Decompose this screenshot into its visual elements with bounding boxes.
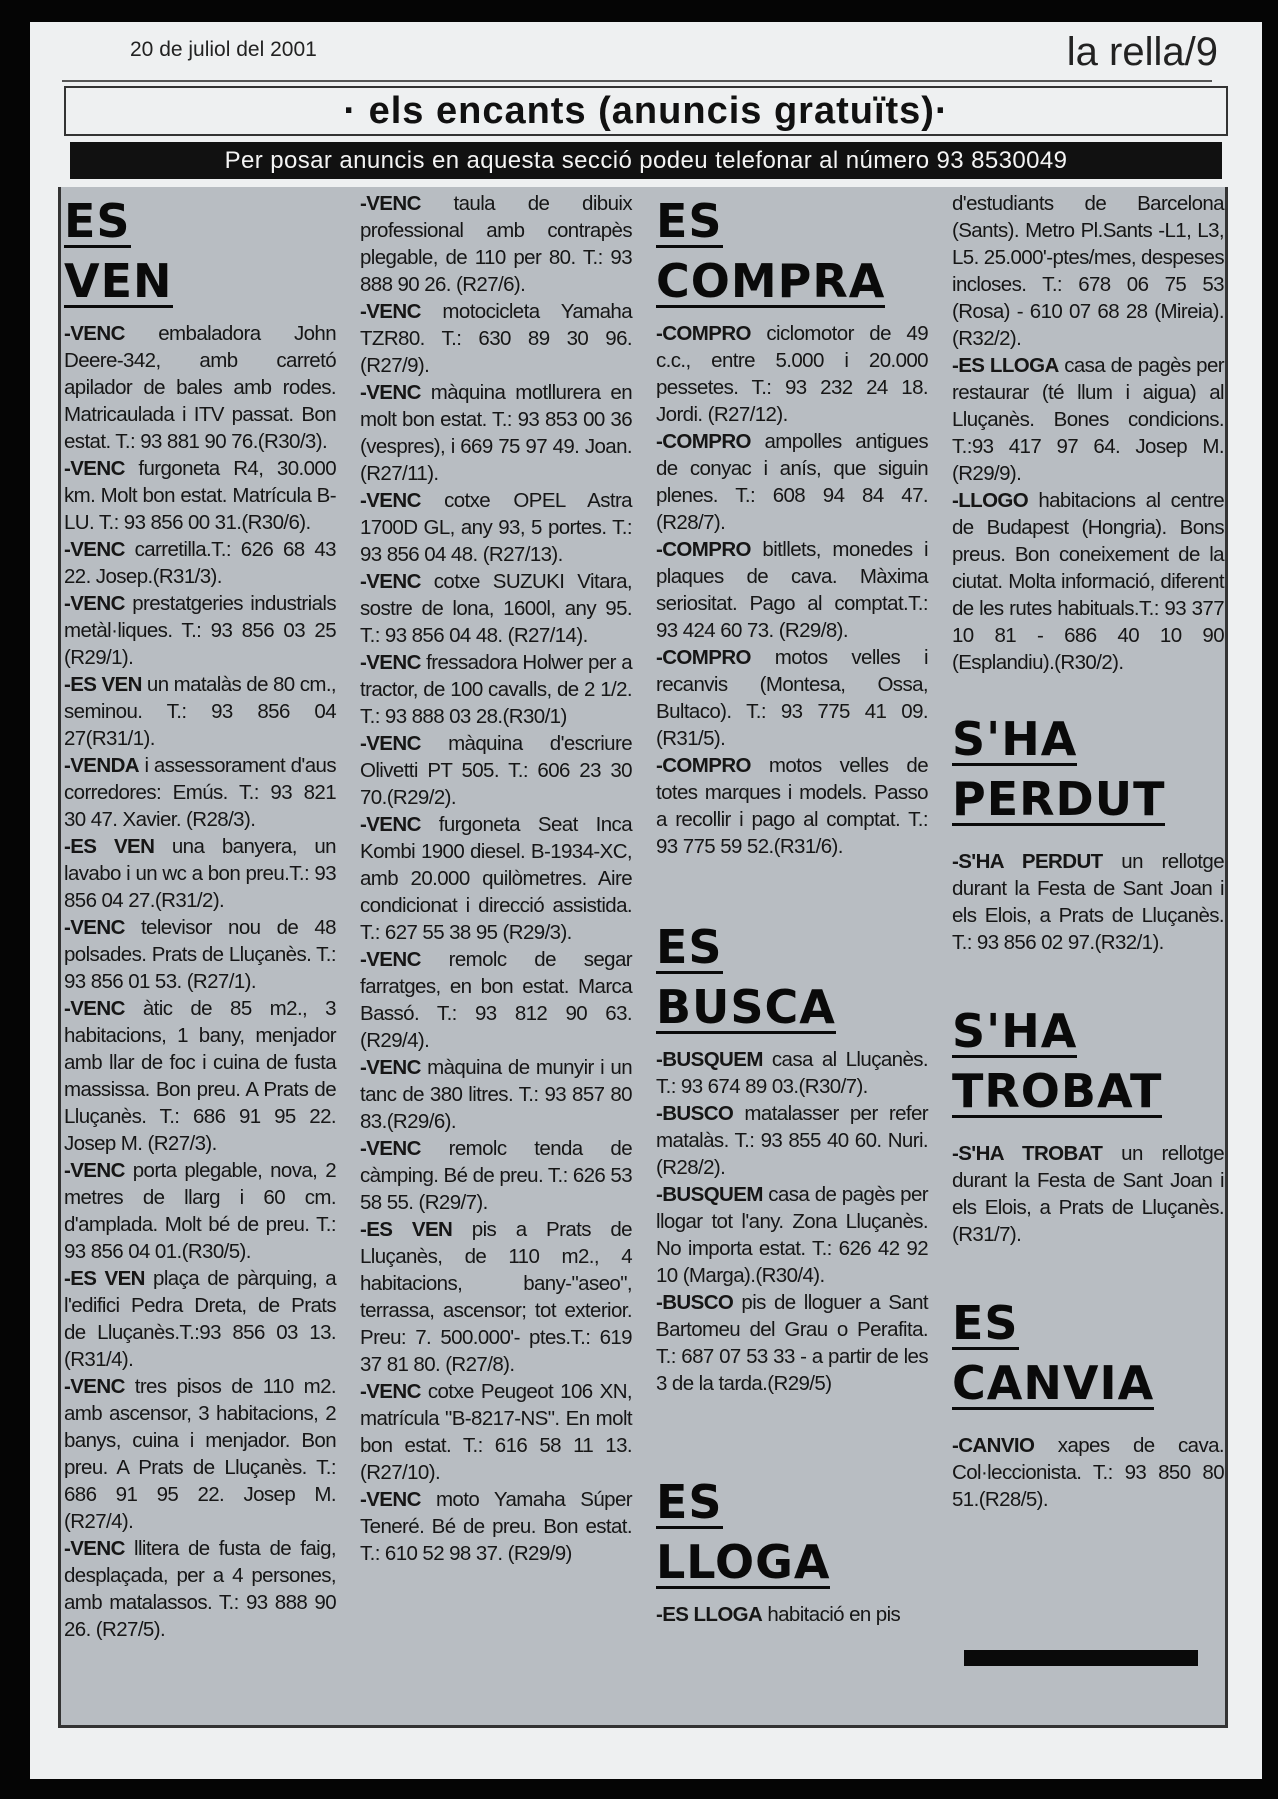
- spacer: [952, 838, 1224, 848]
- ad-text: motocicleta Yamaha TZR80. T.: 630 89 30 96. (R27/9).: [360, 300, 632, 377]
- classified-ad: [360, 298, 632, 379]
- column-3: [656, 190, 928, 1628]
- header-rule: [62, 80, 1212, 82]
- ad-keyword: -VENC: [360, 1488, 421, 1511]
- ad-keyword: -VENC: [360, 651, 421, 674]
- heading-line: ES: [64, 194, 131, 248]
- ad-text: àtic de 85 m2., 3 habitacions, 1 bany, menjador amb llar de foc i cuina de fusta massissa. Bon preu. A Prats de Lluçanès. T.: 686 91 95 22. Josep M. (R27/3).: [64, 997, 336, 1155]
- classified-ad: [64, 995, 336, 1157]
- classified-ad: [360, 1486, 632, 1567]
- classified-ad: [656, 1100, 928, 1181]
- classified-ad: [64, 536, 336, 590]
- ads-sha-trobat: [952, 1140, 1224, 1248]
- ad-keyword: -COMPRO: [656, 754, 751, 777]
- ad-keyword: -VENC: [360, 381, 421, 404]
- ad-keyword: -VENC: [64, 592, 125, 615]
- ad-text: pis a Prats de Lluçanès, de 110 m2., 4 habitacions, bany-"aseo", terrassa, ascensor; tot exterior. Preu: 7. 500.000'- ptes.T.: 619 37 81 80. (R27/8).: [360, 1218, 632, 1376]
- ad-text: màquina motllurera en molt bon estat. T.: 93 853 00 36 (vespres), i 669 75 97 49. Joan. (R27/11).: [360, 381, 632, 485]
- ad-keyword: -VENC: [64, 322, 125, 345]
- ad-keyword: -COMPRO: [656, 538, 751, 561]
- ads-es-busca: [656, 1046, 928, 1397]
- section-title: · els encants (anuncis gratuïts)·: [64, 86, 1228, 136]
- ad-keyword: -VENC: [64, 538, 125, 561]
- classified-ad: [360, 190, 632, 298]
- ad-keyword: -VENC: [360, 1380, 421, 1403]
- classified-ad: [360, 1216, 632, 1378]
- ad-text: motos velles de totes marques i models. Passo a recollir i pago al comptat. T.: 93 775 59 52.(R31/6).: [656, 754, 928, 858]
- heading-es-canvia: [952, 1296, 1224, 1416]
- ad-keyword: -ES LLOGA: [656, 1603, 763, 1626]
- ad-keyword: -ES VEN: [64, 673, 142, 696]
- ads-es-ven-1: [64, 320, 336, 1643]
- spacer: [952, 1130, 1224, 1140]
- ad-keyword: -VENC: [64, 457, 125, 480]
- classified-ad: [64, 590, 336, 671]
- ad-keyword: -VENC: [360, 300, 421, 323]
- heading-es-lloga: [656, 1475, 928, 1595]
- heading-line: ES: [656, 194, 723, 248]
- ad-text: ciclomotor de 49 c.c., entre 5.000 i 20.000 pessetes. T.: 93 232 24 18. Jordi. (R27/12).: [656, 322, 928, 426]
- ad-keyword: -VENC: [360, 192, 421, 215]
- ad-keyword: -S'HA TROBAT: [952, 1142, 1103, 1165]
- ad-keyword: -ES VEN: [64, 835, 155, 858]
- ads-es-lloga: [656, 1601, 928, 1628]
- ads-es-ven-2: [360, 190, 632, 1567]
- classified-ad: [360, 811, 632, 946]
- ad-text: prestatgeries industrials metàl·liques. T.: 93 856 03 25 (R29/1).: [64, 592, 336, 669]
- ad-text: una banyera, un lavabo i un wc a bon preu.T.: 93 856 04 27.(R31/2).: [64, 835, 336, 912]
- ad-keyword: -VENC: [64, 1537, 125, 1560]
- classified-ad: [656, 1601, 928, 1628]
- heading-line: S'HA: [952, 1004, 1078, 1058]
- classified-ad: [360, 487, 632, 568]
- ad-text: i assessorament d'aus corredores: Emús. T.: 93 821 30 47. Xavier. (R28/3).: [64, 754, 336, 831]
- ad-text: taula de dibuix professional amb contrapès plegable, de 110 per 80. T.: 93 888 90 26. (R27/6).: [360, 192, 632, 296]
- heading-line: PERDUT: [952, 772, 1166, 826]
- ad-keyword: -CANVIO: [952, 1434, 1035, 1457]
- ad-keyword: -VENC: [64, 1159, 125, 1182]
- heading-line: LLOGA: [656, 1535, 831, 1589]
- heading-es-ven: [64, 194, 336, 314]
- heading-line: VEN: [64, 254, 173, 308]
- ad-text: bitllets, monedes i plaques de cava. Màxima seriositat. Pago al comptat.T.: 93 424 60 73. (R29/8).: [656, 538, 928, 642]
- ad-keyword: -ES LLOGA: [952, 354, 1059, 377]
- heading-line: ES: [656, 1475, 723, 1529]
- heading-es-compra: [656, 194, 928, 314]
- spacer: [656, 860, 928, 916]
- classified-ad: [952, 352, 1224, 487]
- classified-ad: [64, 1265, 336, 1373]
- heading-line: TROBAT: [952, 1064, 1163, 1118]
- ad-text: un matalàs de 80 cm., seminou. T.: 93 856 04 27(R31/1).: [64, 673, 337, 750]
- ad-keyword: -BUSQUEM: [656, 1183, 763, 1206]
- classified-ad: [360, 1135, 632, 1216]
- classified-ad: [360, 1378, 632, 1486]
- heading-sha-trobat: [952, 1004, 1224, 1124]
- ad-text: màquina de munyir i un tanc de 380 litres. T.: 93 857 80 83.(R29/6).: [360, 1056, 632, 1133]
- ads-es-lloga-cont: [952, 190, 1224, 676]
- classified-ad: [360, 379, 632, 487]
- heading-line: BUSCA: [656, 980, 836, 1034]
- ad-keyword: -S'HA PERDUT: [952, 850, 1103, 873]
- ad-text: remolc de segar farratges, en bon estat. Marca Bassó. T.: 93 812 90 63.(R29/4).: [360, 948, 632, 1052]
- ad-text: remolc tenda de càmping. Bé de preu. T.: 626 53 58 55. (R29/7).: [360, 1137, 632, 1214]
- ad-keyword: -BUSQUEM: [656, 1048, 763, 1071]
- column-4: [952, 190, 1224, 1513]
- classified-ad: [360, 649, 632, 730]
- classified-ad: [952, 848, 1224, 956]
- ad-text: màquina d'escriure Olivetti PT 505. T.: 606 23 30 70.(R29/2).: [360, 732, 632, 809]
- ad-text: tres pisos de 110 m2. amb ascensor, 3 habitacions, 2 banys, cuina i menjador. Bon preu. A Prats de Lluçanès. T.: 686 91 95 22. Josep M. (R27/4).: [64, 1375, 336, 1533]
- classified-ad: [656, 644, 928, 752]
- issue-date: 20 de juliol del 2001: [130, 38, 317, 61]
- heading-line: CANVIA: [952, 1356, 1155, 1410]
- ad-keyword: -LLOGO: [952, 489, 1029, 512]
- ad-keyword: -VENC: [360, 1056, 421, 1079]
- ad-keyword: -VENC: [360, 948, 421, 971]
- heading-line: ES: [656, 920, 723, 974]
- classified-ad: [656, 1289, 928, 1397]
- spacer: [952, 956, 1224, 1000]
- ad-keyword: -BUSCO: [656, 1291, 734, 1314]
- spacer: [952, 676, 1224, 708]
- ad-text: casa de pagès per restaurar (té llum i aigua) al Lluçanès. Bones condicions. T.:93 417 97 64. Josep M.(R29/9).: [952, 354, 1224, 485]
- spacer: [656, 1397, 928, 1471]
- ad-text: llitera de fusta de faig, desplaçada, per a 4 persones, amb matalassos. T.: 93 888 90 26. (R27/5).: [64, 1537, 336, 1641]
- classified-ad: [64, 1373, 336, 1535]
- classified-ad: [952, 1140, 1224, 1248]
- ad-text: furgoneta Seat Inca Kombi 1900 diesel. B-1934-XC, amb 20.000 quilòmetres. Aire condicionat i direcció assistida. T.: 627 55 38 95 (R29/3).: [360, 813, 632, 944]
- ad-text: casa al Lluçanès. T.: 93 674 89 03.(R30/7).: [656, 1048, 928, 1098]
- ad-keyword: -ES VEN: [64, 1267, 145, 1290]
- classified-ad: [360, 568, 632, 649]
- ad-text: d'estudiants de Barcelona (Sants). Metro Pl.Sants -L1, L3, L5. 25.000'-ptes/mes, despeses incloses. T.: 678 06 75 53 (Rosa) - 610 07 68 28 (Mireia). (R32/2).: [952, 192, 1224, 350]
- heading-line: ES: [952, 1296, 1019, 1350]
- ad-keyword: -VENC: [360, 732, 421, 755]
- ad-text: plaça de pàrquing, a l'edifici Pedra Dreta, de Prats de Lluçanès.T.:93 856 03 13.(R31/4).: [64, 1267, 336, 1371]
- classified-ad: [64, 833, 336, 914]
- classified-ad: [952, 1432, 1224, 1513]
- ad-text: habitacions al centre de Budapest (Hongria). Bons preus. Bon coneixement de la ciutat. Molta informació, diferent de les rutes habituals.T.: 93 377 10 81 - 686 40 10 90 (Esplandiu).(R30/2).: [952, 489, 1224, 674]
- ad-keyword: -COMPRO: [656, 646, 751, 669]
- classified-ad: [656, 428, 928, 536]
- ad-text: televisor nou de 48 polsades. Prats de Lluçanès. T.: 93 856 01 53. (R27/1).: [64, 916, 336, 993]
- classified-ad: [64, 455, 336, 536]
- ad-text: furgoneta R4, 30.000 km. Molt bon estat. Matrícula B-LU. T.: 93 856 00 31.(R30/6).: [64, 457, 336, 534]
- classified-ad: [656, 536, 928, 644]
- ad-text: un rellotge durant la Festa de Sant Joan i els Elois, a Prats de Lluçanès. T.: 93 856 02 97.(R32/1).: [952, 850, 1224, 954]
- ad-keyword: -VENC: [64, 1375, 125, 1398]
- column-1: [64, 190, 336, 1643]
- classified-ad: [360, 946, 632, 1054]
- ad-text: moto Yamaha Súper Teneré. Bé de preu. Bon estat. T.: 610 52 98 37. (R29/9): [360, 1488, 632, 1565]
- heading-sha-perdut: [952, 712, 1224, 832]
- column-2: [360, 190, 632, 1567]
- ad-text: carretilla.T.: 626 68 43 22. Josep.(R31/3).: [64, 538, 336, 588]
- classified-ad: [360, 1054, 632, 1135]
- page-label: la rella/9: [1066, 30, 1218, 74]
- ad-text: habitació en pis: [762, 1603, 901, 1626]
- ad-text: matalasser per refer matalàs. T.: 93 855 40 60. Nuri. (R28/2).: [656, 1102, 928, 1179]
- classified-ad: [64, 671, 336, 752]
- ad-text: un rellotge durant la Festa de Sant Joan i els Elois, a Prats de Lluçanès.(R31/7).: [952, 1142, 1224, 1246]
- ad-text: xapes de cava. Col·leccionista. T.: 93 850 80 51.(R28/5).: [952, 1434, 1224, 1511]
- classified-ad: [656, 320, 928, 428]
- classified-ad: [64, 752, 336, 833]
- ad-text: pis de lloguer a Sant Bartomeu del Grau o Perafita. T.: 687 07 53 33 - a partir de les 3 de la tarda.(R29/5): [656, 1291, 928, 1395]
- ad-keyword: -VENC: [360, 570, 421, 593]
- phone-banner: Per posar anuncis en aquesta secció podeu telefonar al número 93 8530049: [70, 142, 1222, 179]
- ad-keyword: -VENC: [360, 489, 421, 512]
- ad-text: porta plegable, nova, 2 metres de llarg i 60 cm. d'amplada. Molt bé de preu. T.: 93 856 04 01.(R30/5).: [64, 1159, 336, 1263]
- ad-keyword: -BUSCO: [656, 1102, 734, 1125]
- ad-keyword: -ES VEN: [360, 1218, 453, 1241]
- classified-ad: [952, 487, 1224, 676]
- heading-es-busca: [656, 920, 928, 1040]
- ads-es-canvia: [952, 1432, 1224, 1513]
- ad-keyword: -VENC: [64, 997, 125, 1020]
- ad-keyword: -COMPRO: [656, 322, 751, 345]
- classified-ad: [64, 320, 336, 455]
- ad-text: cotxe OPEL Astra 1700D GL, any 93, 5 portes. T.: 93 856 04 48. (R27/13).: [360, 489, 632, 566]
- heading-line: S'HA: [952, 712, 1078, 766]
- ad-text: cotxe Peugeot 106 XN, matrícula "B-8217-NS". En molt bon estat. T.: 616 58 11 13. (R27/10).: [360, 1380, 632, 1484]
- classified-ad: [64, 1535, 336, 1643]
- spacer: [952, 1422, 1224, 1432]
- ad-keyword: -VENDA: [64, 754, 139, 777]
- ad-text: fressadora Holwer per a tractor, de 100 cavalls, de 2 1/2. T.: 93 888 03 28.(R30/1): [360, 651, 632, 728]
- end-rule: [964, 1650, 1198, 1666]
- classified-ad: [952, 190, 1224, 352]
- ads-es-compra: [656, 320, 928, 860]
- classified-ad: [656, 1181, 928, 1289]
- ad-keyword: -COMPRO: [656, 430, 751, 453]
- ad-text: casa de pagès per llogar tot l'any. Zona Lluçanès. No importa estat. T.: 626 42 92 10 (Marga).(R30/4).: [656, 1183, 928, 1287]
- classified-ad: [64, 1157, 336, 1265]
- classified-ad: [656, 752, 928, 860]
- classified-ad: [656, 1046, 928, 1100]
- ad-text: motos velles i recanvis (Montesa, Ossa, Bultaco). T.: 93 775 41 09.(R31/5).: [656, 646, 928, 750]
- ad-keyword: -VENC: [360, 1137, 421, 1160]
- ad-text: cotxe SUZUKI Vitara, sostre de lona, 1600l, any 95. T.: 93 856 04 48. (R27/14).: [360, 570, 632, 647]
- ad-keyword: -VENC: [360, 813, 421, 836]
- heading-line: COMPRA: [656, 254, 886, 308]
- ad-keyword: -VENC: [64, 916, 125, 939]
- classified-ad: [360, 730, 632, 811]
- spacer: [952, 1248, 1224, 1292]
- ad-text: ampolles antigues de conyac i anís, que siguin plenes. T.: 608 94 84 47. (R28/7).: [656, 430, 928, 534]
- classified-ad: [64, 914, 336, 995]
- ads-sha-perdut: [952, 848, 1224, 956]
- ad-text: embaladora John Deere-342, amb carretó apilador de bales amb rodes. Matricaulada i ITV passat. Bon estat. T.: 93 881 90 76.(R30/3).: [64, 322, 336, 453]
